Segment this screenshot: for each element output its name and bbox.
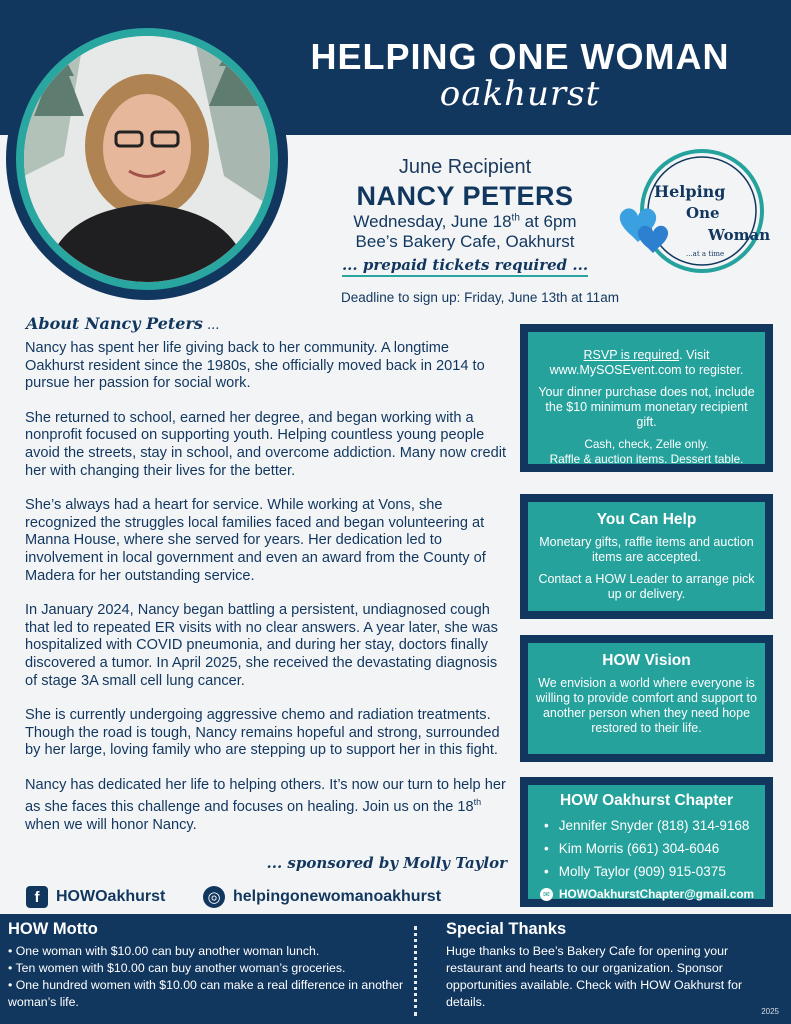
mail-icon: ✉ [540,888,553,901]
contact-item[interactable]: • Kim Morris (661) 304-6046 [544,841,757,856]
rsvp-box [520,324,773,472]
chapter-email[interactable]: ✉ HOWOakhurstChapter@gmail.com [536,887,757,902]
instagram-icon: ◎ [203,886,225,908]
vision-title: HOW Vision [602,652,691,669]
motto-line: • One hundred women with $10.00 can make a real difference in another woman’s life. [8,978,404,1009]
recipient-block [300,156,630,274]
vision-box [520,635,773,762]
year-mark: 2025 [761,1007,779,1016]
help-title: You Can Help [596,511,697,528]
event-date: Wednesday, June 18th at 6pm [353,212,577,231]
contact-item[interactable]: • Molly Taylor (909) 915-0375 [544,864,757,879]
contact-list [536,818,757,879]
about-heading: About Nancy Peters ... [26,314,220,333]
signup-deadline: Deadline to sign up: Friday, June 13th at 11am [341,290,619,305]
event-place: Bee’s Bakery Cafe, Oakhurst [355,232,575,251]
motto-title: HOW Motto [8,920,98,938]
instagram-handle: helpingonewomanoakhurst [233,888,442,905]
how-logo: Helping One Woman ...at a time [610,146,768,276]
prepaid-note: ... prepaid tickets required ... [300,256,630,274]
chapter-box [520,777,773,907]
motto-section [8,920,408,1011]
help-line: Contact a HOW Leader to arrange pick up or delivery. [538,572,755,601]
facebook-icon: f [26,886,48,908]
about-paragraph: Nancy has spent her life giving back to her community. A longtime Oakhurst resident since the 1980s, she officially moved back in 2014 to pursue her passion for social work. [25,340,485,392]
about-paragraph: She is currently undergoing aggressive chemo and radiation treatments. Though the road is tough, Nancy remains hopeful and strong, surrounded by her large, loving family who are stepping up to support her in this fight. [25,707,500,759]
recipient-photo-frame [6,18,288,300]
raffle-note: Raffle & auction items. Dessert table. [549,452,744,466]
about-paragraph: She returned to school, earned her degree, and began working with a nonprofit focused on supporting youth. Helping countless young people avoid the streets, stay in school, and overcome addiction. Many now credit her with changing their lives for the better. [25,409,507,479]
thanks-text: Huge thanks to Bee’s Bakery Cafe for opening your restaurant and hearts to our organization. Sponsor opportunities available. Check with HOW Oakhurst for details. [446,944,743,1009]
vision-text: We envision a world where everyone is willing to provide comfort and support to another person when they need hope restored to their life. [536,676,757,735]
page-subtitle: oakhurst [439,74,601,114]
rsvp-link[interactable]: RSVP is required [583,348,680,362]
instagram-link[interactable] [203,886,441,908]
about-paragraph: In January 2024, Nancy began battling a persistent, undiagnosed cough that led to repeated ER visits with no clear answers. A year later, she was hospitalized with COVID pneumonia, and during her stay, doctors finally discovered a tumor. In April 2025, she received the devastating diagnosis of stage 3A small cell lung cancer. [25,602,498,689]
motto-line: • One woman with $10.00 can buy another woman lunch. [8,944,320,958]
dinner-note: Your dinner purchase does not, include the $10 minimum monetary recipient gift. [538,385,755,429]
recipient-photo [24,36,270,282]
page-title: HELPING ONE WOMAN [310,36,730,77]
help-box [520,494,773,619]
thanks-title: Special Thanks [446,920,567,938]
facebook-link[interactable] [26,886,165,908]
about-body [25,340,510,852]
rsvp-text: RSVP is required. Visit www.MySOSEvent.com to register. [549,348,744,377]
footer [0,914,791,1024]
facebook-handle: HOWOakhurst [56,888,166,905]
about-paragraph-last: Nancy has dedicated her life to helping others. It’s now our turn to help her as she faces this challenge and focuses on healing. Join us on the 18th when we will honor Nancy. [25,776,506,833]
sponsor-line: ... sponsored by Molly Taylor [266,854,507,872]
recipient-label: June Recipient [398,156,532,178]
recipient-name: NANCY PETERS [356,181,574,211]
thanks-section [446,920,776,1011]
footer-divider [414,926,418,1016]
about-paragraph: She’s always had a heart for service. While working at Vons, she recognized the struggles local families faced and began volunteering at Manna House, where she served for years. Her dedication led to involvement in local government and even an award from the County of Madera for her outstanding service. [25,497,486,584]
help-line: Monetary gifts, raffle items and auction items are accepted. [539,535,754,564]
chapter-title: HOW Oakhurst Chapter [559,792,734,809]
contact-item[interactable]: • Jennifer Snyder (818) 314-9168 [544,818,757,833]
payment-note: Cash, check, Zelle only. [584,437,709,451]
motto-line: • Ten women with $10.00 can buy another woman’s groceries. [8,961,346,975]
